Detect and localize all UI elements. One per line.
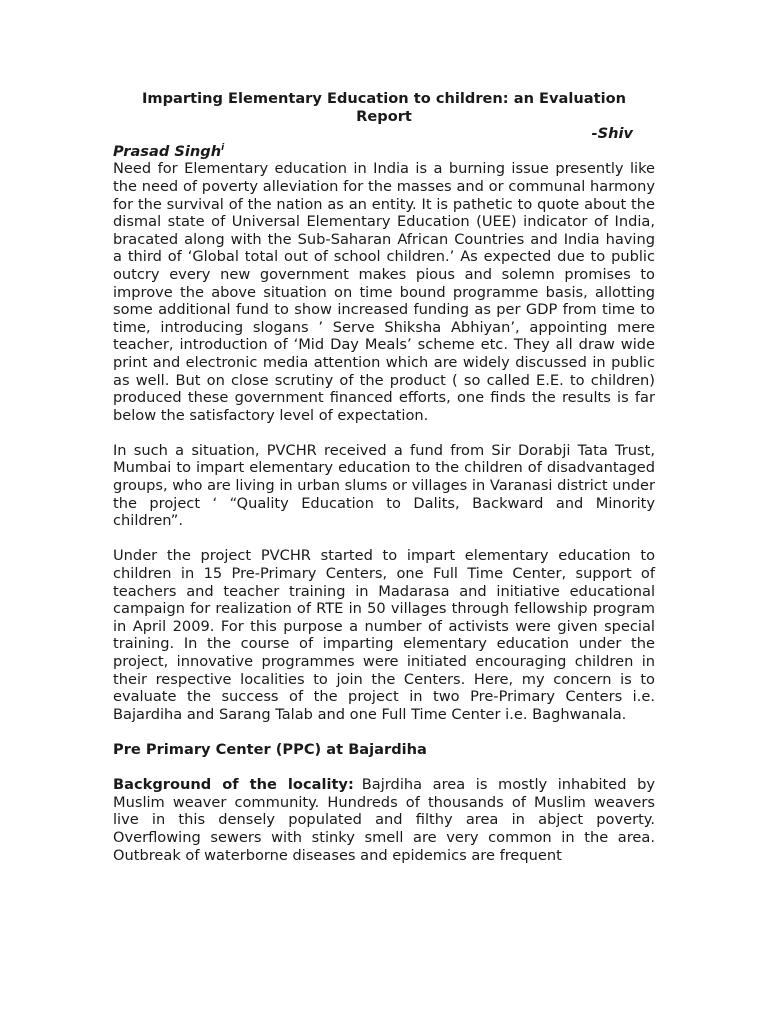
author-name-line — [113, 143, 655, 161]
author-prefix: -Shiv — [591, 125, 633, 143]
paragraph-background — [113, 776, 655, 864]
author-name: Prasad Singh — [113, 142, 222, 160]
document-page — [113, 90, 655, 864]
paragraph-pvchr-fund: In such a situation, PVCHR received a fund from Sir Dorabji Tata Trust, Mumbai to impart elementary education to the children of disadvantaged groups, who are living in urban slums or villages in Varanasi district under the project ‘ “Quality Education to Dalits, Backward and Minority children”. — [113, 441, 655, 530]
paragraph-intro: Need for Elementary education in India is a burning issue presently like the need of poverty alleviation for the masses and or communal harmony for the survival of the nation as an entity. It is pathetic to quote about the dismal state of Universal Elementary Education (UEE) indicator of India, bracated along with the Sub-Saharan African Countries and India having a third of ‘Global total out of school children.’ As expected due to public outcry every new government makes pious and solemn promises to improve the above situation on time bound programme basis, allotting some additional fund to show increased funding as per GDP from time to time, introducing slogans ’ Serve Shiksha Abhiyan’, appointing mere teacher, introduction of ‘Mid Day Meals’ scheme etc. They all draw wide print and electronic media attention which are widely discussed in public as well. But on close scrutiny of the product ( so called E.E. to children) produced these government financed efforts, one finds the results is far below the satisfactory level of expectation. — [113, 160, 655, 424]
background-label: Background of the locality: — [113, 776, 354, 794]
author-footnote-marker: i — [221, 142, 225, 153]
paragraph-project: Under the project PVCHR started to impart elementary education to children in 15 Pre-Primary Centers, one Full Time Center, support of teachers and teacher training in Madarasa and initiative educational campaign for realization of RTE in 50 villages through fellowship program in April 2009. For this purpose a number of activists were given special training. In the course of imparting elementary education under the project, innovative programmes were initiated encouraging children in their respective localities to join the Centers. Here, my concern is to evaluate the success of the project in two Pre-Primary Centers i.e. Bajardiha and Sarang Talab and one Full Time Center i.e. Baghwanala. — [113, 547, 655, 723]
background-text: Bajrdiha area is mostly inhabited by Muslim weaver community. Hundreds of thousands of Muslim weavers live in this densely populated and filthy area in abject poverty. Overflowing sewers with stinky smell are very common in the area. Outbreak of waterborne diseases and epidemics are frequent — [113, 776, 656, 864]
section-heading: Pre Primary Center (PPC) at Bajardiha — [113, 740, 427, 758]
document-title: Imparting Elementary Education to children: an Evaluation Report — [141, 90, 627, 125]
